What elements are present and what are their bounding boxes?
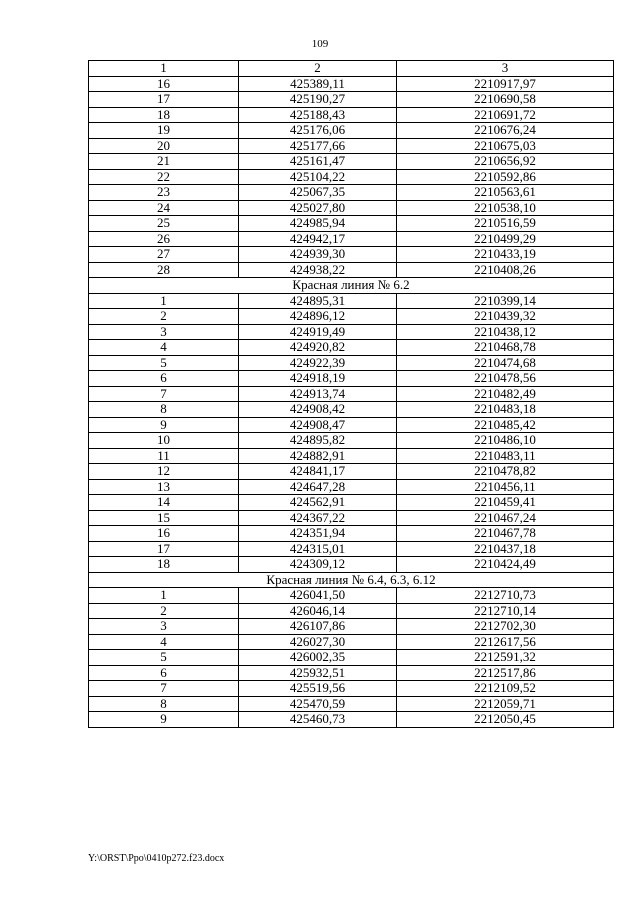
x-coordinate-cell: 425161,47 <box>239 154 397 170</box>
table-row <box>89 603 614 619</box>
point-number-cell: 25 <box>89 216 239 232</box>
point-number-cell: 3 <box>89 324 239 340</box>
point-number-cell: 2 <box>89 603 239 619</box>
point-number-cell: 8 <box>89 696 239 712</box>
table-row <box>89 557 614 573</box>
y-coordinate-cell: 2210467,78 <box>397 526 614 542</box>
table-row <box>89 448 614 464</box>
y-coordinate-cell: 2210483,18 <box>397 402 614 418</box>
point-number-cell: 12 <box>89 464 239 480</box>
x-coordinate-cell: 424908,47 <box>239 417 397 433</box>
point-number-cell: 15 <box>89 510 239 526</box>
y-coordinate-cell: 2210592,86 <box>397 169 614 185</box>
table-row <box>89 92 614 108</box>
table-row <box>89 588 614 604</box>
table-row <box>89 324 614 340</box>
point-number-cell: 7 <box>89 681 239 697</box>
section-title: Красная линия № 6.4, 6.3, 6.12 <box>89 572 614 588</box>
y-coordinate-cell: 2210399,14 <box>397 293 614 309</box>
point-number-cell: 26 <box>89 231 239 247</box>
table-row <box>89 433 614 449</box>
table-row <box>89 417 614 433</box>
table-row <box>89 76 614 92</box>
y-coordinate-cell: 2212617,56 <box>397 634 614 650</box>
header-cell-3: 3 <box>397 61 614 77</box>
y-coordinate-cell: 2210656,92 <box>397 154 614 170</box>
x-coordinate-cell: 424562,91 <box>239 495 397 511</box>
point-number-cell: 8 <box>89 402 239 418</box>
x-coordinate-cell: 426027,30 <box>239 634 397 650</box>
table-body <box>89 61 614 728</box>
x-coordinate-cell: 424939,30 <box>239 247 397 263</box>
table-row <box>89 386 614 402</box>
table-row <box>89 231 614 247</box>
y-coordinate-cell: 2210691,72 <box>397 107 614 123</box>
table-row <box>89 185 614 201</box>
x-coordinate-cell: 425932,51 <box>239 665 397 681</box>
point-number-cell: 10 <box>89 433 239 449</box>
table-row <box>89 123 614 139</box>
y-coordinate-cell: 2212702,30 <box>397 619 614 635</box>
x-coordinate-cell: 425027,80 <box>239 200 397 216</box>
table-row <box>89 619 614 635</box>
y-coordinate-cell: 2210675,03 <box>397 138 614 154</box>
x-coordinate-cell: 425188,43 <box>239 107 397 123</box>
table-row <box>89 712 614 728</box>
y-coordinate-cell: 2210485,42 <box>397 417 614 433</box>
y-coordinate-cell: 2210459,41 <box>397 495 614 511</box>
x-coordinate-cell: 424351,94 <box>239 526 397 542</box>
y-coordinate-cell: 2212109,52 <box>397 681 614 697</box>
x-coordinate-cell: 424918,19 <box>239 371 397 387</box>
y-coordinate-cell: 2212710,14 <box>397 603 614 619</box>
x-coordinate-cell: 424315,01 <box>239 541 397 557</box>
point-number-cell: 2 <box>89 309 239 325</box>
point-number-cell: 14 <box>89 495 239 511</box>
y-coordinate-cell: 2210408,26 <box>397 262 614 278</box>
point-number-cell: 23 <box>89 185 239 201</box>
coordinates-table <box>88 60 614 728</box>
point-number-cell: 22 <box>89 169 239 185</box>
x-coordinate-cell: 425389,11 <box>239 76 397 92</box>
x-coordinate-cell: 424942,17 <box>239 231 397 247</box>
section-title-row <box>89 278 614 294</box>
table-row <box>89 293 614 309</box>
x-coordinate-cell: 424882,91 <box>239 448 397 464</box>
y-coordinate-cell: 2210482,49 <box>397 386 614 402</box>
y-coordinate-cell: 2212591,32 <box>397 650 614 666</box>
table-row <box>89 247 614 263</box>
y-coordinate-cell: 2210468,78 <box>397 340 614 356</box>
point-number-cell: 28 <box>89 262 239 278</box>
point-number-cell: 4 <box>89 340 239 356</box>
x-coordinate-cell: 424647,28 <box>239 479 397 495</box>
y-coordinate-cell: 2210563,61 <box>397 185 614 201</box>
point-number-cell: 17 <box>89 541 239 557</box>
x-coordinate-cell: 425177,66 <box>239 138 397 154</box>
point-number-cell: 6 <box>89 665 239 681</box>
point-number-cell: 9 <box>89 712 239 728</box>
table-row <box>89 526 614 542</box>
x-coordinate-cell: 424309,12 <box>239 557 397 573</box>
x-coordinate-cell: 424908,42 <box>239 402 397 418</box>
table-row <box>89 665 614 681</box>
x-coordinate-cell: 424896,12 <box>239 309 397 325</box>
table-row <box>89 371 614 387</box>
table-row <box>89 200 614 216</box>
point-number-cell: 18 <box>89 557 239 573</box>
y-coordinate-cell: 2210499,29 <box>397 231 614 247</box>
point-number-cell: 17 <box>89 92 239 108</box>
point-number-cell: 27 <box>89 247 239 263</box>
table-row <box>89 650 614 666</box>
point-number-cell: 4 <box>89 634 239 650</box>
table-row <box>89 495 614 511</box>
table-row <box>89 154 614 170</box>
y-coordinate-cell: 2212050,45 <box>397 712 614 728</box>
x-coordinate-cell: 426107,86 <box>239 619 397 635</box>
point-number-cell: 21 <box>89 154 239 170</box>
point-number-cell: 1 <box>89 293 239 309</box>
y-coordinate-cell: 2212059,71 <box>397 696 614 712</box>
y-coordinate-cell: 2210917,97 <box>397 76 614 92</box>
table-row <box>89 634 614 650</box>
x-coordinate-cell: 425460,73 <box>239 712 397 728</box>
table-row <box>89 541 614 557</box>
table-row <box>89 479 614 495</box>
y-coordinate-cell: 2210486,10 <box>397 433 614 449</box>
table-row <box>89 216 614 232</box>
y-coordinate-cell: 2210437,18 <box>397 541 614 557</box>
y-coordinate-cell: 2210690,58 <box>397 92 614 108</box>
x-coordinate-cell: 425067,35 <box>239 185 397 201</box>
point-number-cell: 1 <box>89 588 239 604</box>
point-number-cell: 5 <box>89 355 239 371</box>
table-row <box>89 309 614 325</box>
x-coordinate-cell: 426002,35 <box>239 650 397 666</box>
file-path-footer: Y:\ORST\Ppo\0410p272.f23.docx <box>88 853 225 864</box>
point-number-cell: 9 <box>89 417 239 433</box>
table-row <box>89 340 614 356</box>
point-number-cell: 19 <box>89 123 239 139</box>
table-row <box>89 510 614 526</box>
y-coordinate-cell: 2210438,12 <box>397 324 614 340</box>
section-title-row <box>89 572 614 588</box>
table-row <box>89 262 614 278</box>
x-coordinate-cell: 426046,14 <box>239 603 397 619</box>
x-coordinate-cell: 424841,17 <box>239 464 397 480</box>
y-coordinate-cell: 2210439,32 <box>397 309 614 325</box>
x-coordinate-cell: 424895,82 <box>239 433 397 449</box>
table-row <box>89 138 614 154</box>
y-coordinate-cell: 2210467,24 <box>397 510 614 526</box>
y-coordinate-cell: 2212517,86 <box>397 665 614 681</box>
x-coordinate-cell: 425176,06 <box>239 123 397 139</box>
y-coordinate-cell: 2210433,19 <box>397 247 614 263</box>
y-coordinate-cell: 2210478,56 <box>397 371 614 387</box>
point-number-cell: 24 <box>89 200 239 216</box>
y-coordinate-cell: 2210456,11 <box>397 479 614 495</box>
table-row <box>89 107 614 123</box>
header-row <box>89 61 614 77</box>
point-number-cell: 3 <box>89 619 239 635</box>
x-coordinate-cell: 426041,50 <box>239 588 397 604</box>
x-coordinate-cell: 425470,59 <box>239 696 397 712</box>
x-coordinate-cell: 424985,94 <box>239 216 397 232</box>
point-number-cell: 16 <box>89 526 239 542</box>
x-coordinate-cell: 425190,27 <box>239 92 397 108</box>
point-number-cell: 16 <box>89 76 239 92</box>
header-cell-2: 2 <box>239 61 397 77</box>
point-number-cell: 11 <box>89 448 239 464</box>
y-coordinate-cell: 2210478,82 <box>397 464 614 480</box>
x-coordinate-cell: 424938,22 <box>239 262 397 278</box>
table-row <box>89 355 614 371</box>
y-coordinate-cell: 2210424,49 <box>397 557 614 573</box>
y-coordinate-cell: 2210676,24 <box>397 123 614 139</box>
x-coordinate-cell: 424919,49 <box>239 324 397 340</box>
page-number: 109 <box>311 38 329 50</box>
x-coordinate-cell: 424913,74 <box>239 386 397 402</box>
y-coordinate-cell: 2210538,10 <box>397 200 614 216</box>
x-coordinate-cell: 424922,39 <box>239 355 397 371</box>
x-coordinate-cell: 424920,82 <box>239 340 397 356</box>
point-number-cell: 5 <box>89 650 239 666</box>
y-coordinate-cell: 2210483,11 <box>397 448 614 464</box>
table-row <box>89 169 614 185</box>
table-row <box>89 681 614 697</box>
x-coordinate-cell: 424367,22 <box>239 510 397 526</box>
table-row <box>89 402 614 418</box>
y-coordinate-cell: 2210474,68 <box>397 355 614 371</box>
point-number-cell: 7 <box>89 386 239 402</box>
point-number-cell: 6 <box>89 371 239 387</box>
y-coordinate-cell: 2210516,59 <box>397 216 614 232</box>
point-number-cell: 18 <box>89 107 239 123</box>
x-coordinate-cell: 425104,22 <box>239 169 397 185</box>
point-number-cell: 13 <box>89 479 239 495</box>
section-title: Красная линия № 6.2 <box>89 278 614 294</box>
point-number-cell: 20 <box>89 138 239 154</box>
x-coordinate-cell: 424895,31 <box>239 293 397 309</box>
x-coordinate-cell: 425519,56 <box>239 681 397 697</box>
header-cell-1: 1 <box>89 61 239 77</box>
table-row <box>89 696 614 712</box>
table-row <box>89 464 614 480</box>
y-coordinate-cell: 2212710,73 <box>397 588 614 604</box>
